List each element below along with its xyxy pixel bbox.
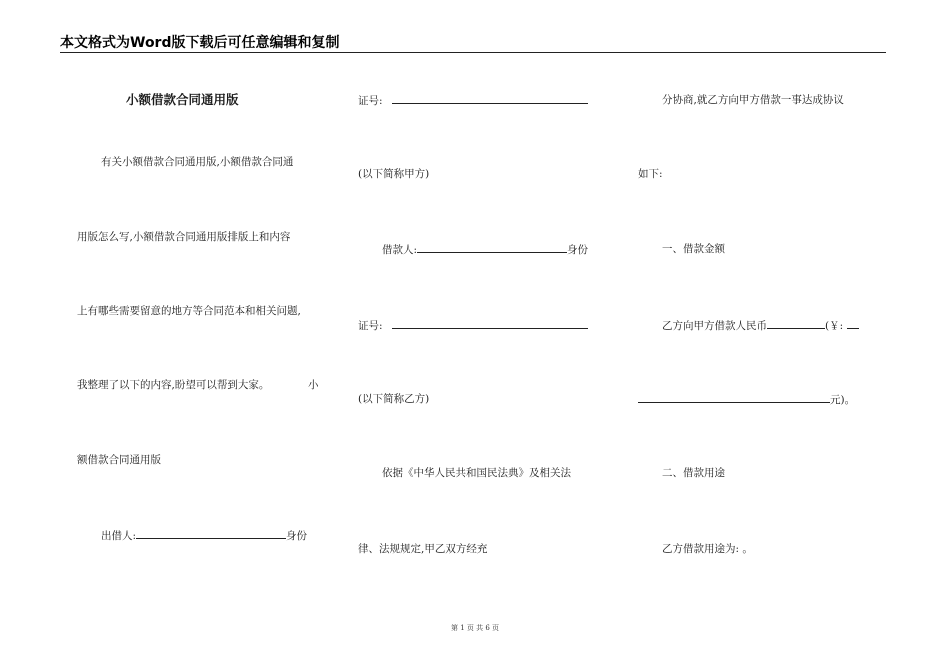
borrower-line	[382, 242, 588, 257]
lender-name-field[interactable]	[136, 528, 286, 539]
party-a-note: (以下简称甲方)	[358, 168, 430, 180]
borrower-id-label: 身份	[567, 244, 589, 256]
party-b-note: (以下简称乙方)	[358, 393, 430, 405]
borrower-name-field[interactable]	[417, 242, 567, 253]
contract-title: 小额借款合同通用版	[126, 92, 239, 107]
lender-id-line	[358, 93, 588, 108]
amount-yen-label: (￥:	[825, 320, 844, 332]
page-number: 第 1 页 共 6 页	[450, 624, 500, 632]
header-divider	[60, 52, 886, 53]
legal-basis-line-1: 依据《中华人民共和国民法典》及相关法	[382, 467, 571, 479]
borrower-id-line	[358, 318, 588, 333]
agreement-line-1: 分协商,就乙方向甲方借款一事达成协议	[662, 94, 844, 106]
intro-line-2: 用版怎么写,小额借款合同通用版排版上和内容	[77, 231, 291, 243]
intro-line-1: 有关小额借款合同通用版,小额借款合同通	[101, 156, 294, 168]
amount-yen-field[interactable]	[847, 318, 859, 329]
lender-id-label: 身份	[286, 530, 308, 542]
document-header: 本文格式为Word版下载后可任意编辑和复制	[60, 35, 340, 51]
purpose-line: 乙方借款用途为: 。	[662, 543, 753, 555]
lender-id-field[interactable]	[392, 93, 588, 104]
borrower-label: 借款人:	[382, 244, 418, 256]
intro-line-4: 我整理了以下的内容,盼望可以帮到大家。	[77, 379, 270, 391]
amount-label: 乙方向甲方借款人民币	[662, 320, 767, 332]
section-purpose-heading: 二、借款用途	[662, 467, 725, 479]
intro-line-3: 上有哪些需要留意的地方等合同范本和相关问题,	[77, 305, 301, 317]
intro-line-4-tail: 小	[308, 379, 319, 391]
lender-line	[101, 528, 307, 543]
amount-rmb-field[interactable]	[767, 318, 825, 329]
amount-end-label: 元)。	[830, 394, 856, 406]
section-amount-heading: 一、借款金额	[662, 243, 725, 255]
id-label-2: 证号:	[358, 320, 383, 332]
legal-basis-line-2: 律、法规规定,甲乙双方经充	[358, 543, 488, 555]
lender-label: 出借人:	[101, 530, 137, 542]
amount-figure-field[interactable]	[638, 392, 830, 403]
intro-line-5: 额借款合同通用版	[77, 454, 161, 466]
borrower-id-field[interactable]	[392, 318, 588, 329]
agreement-line-2: 如下:	[638, 168, 663, 180]
amount-line	[662, 318, 859, 333]
amount-end-line	[638, 392, 855, 407]
id-label-1: 证号:	[358, 95, 383, 107]
